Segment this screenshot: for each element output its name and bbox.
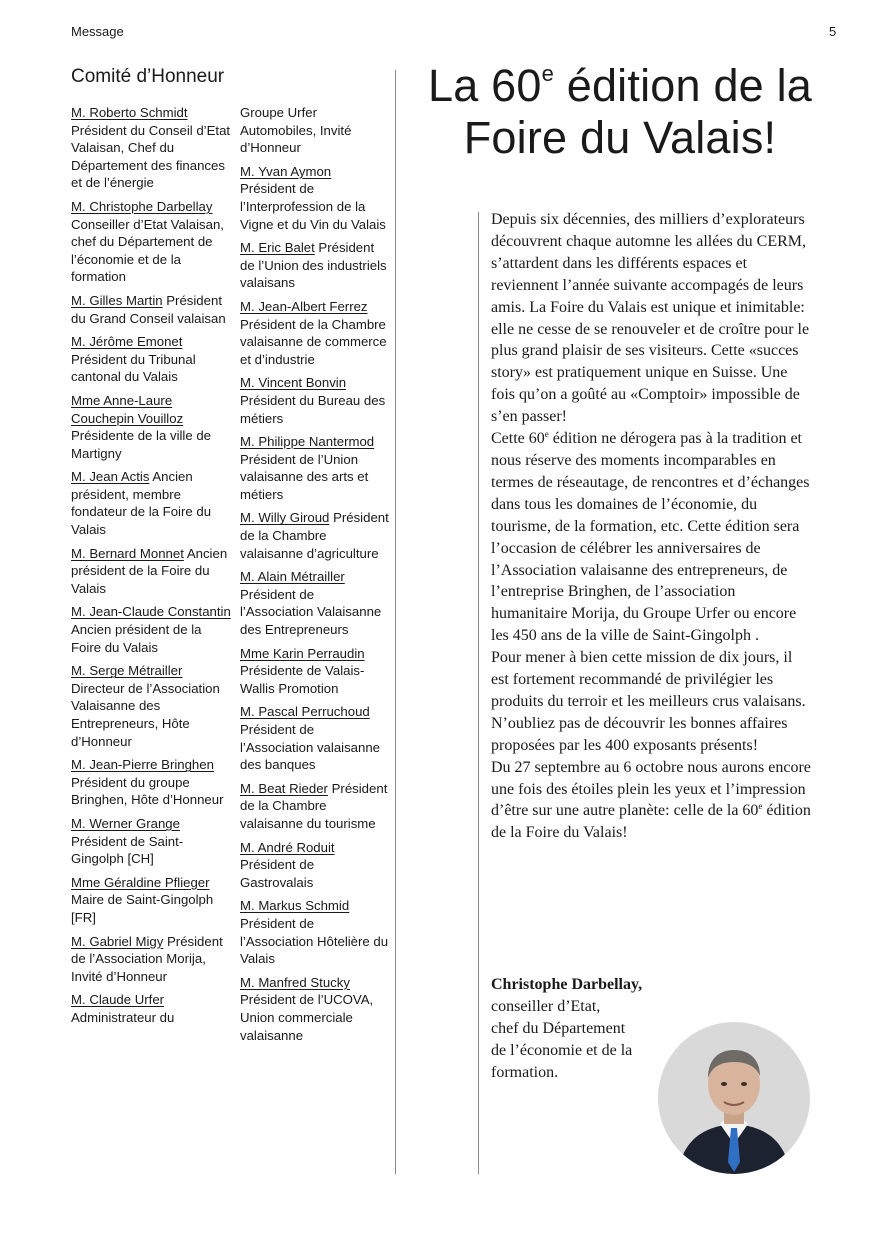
member-role: Président de l’Union valaisanne des arts et métiers [240,451,369,502]
member-name: M. Willy Giroud [240,510,330,526]
committee-member [240,374,390,427]
member-role: Président du Conseil d’Etat Valaisan, Chef du Département des finances et de l’énergie [71,122,231,191]
member-name: M. Pascal Perruchoud [240,704,370,720]
committee-member [240,298,390,368]
member-name: M. Serge Métrailler [71,663,183,679]
member-name: M. Beat Rieder [240,780,328,796]
member-name: M. Eric Balet [240,240,315,256]
member-name: M. Bernard Monnet [71,545,184,561]
paragraph-3: Pour mener à bien cette mission de dix jours, il est fortement recommandé de privilégier les produits du terroir et les meilleurs crus valaisans. N’oubliez pas de découvrir les bonnes affaires proposées par les 400 exposants présents! [491,649,806,754]
member-name: M. Yvan Aymon [240,163,332,179]
signature-block [491,974,691,1084]
column-divider-left [395,70,396,1174]
committee-member [240,703,390,773]
member-name: Mme Karin Perraudin [240,645,365,661]
member-name: M. Jérôme Emonet [71,334,183,350]
member-name: M. Christophe Darbellay [71,198,213,214]
member-role: Président de l’Association valaisanne des banques [240,722,381,773]
committee-member [240,568,390,638]
committee-member [71,991,231,1026]
member-name: Mme Géraldine Pflieger [71,874,210,890]
member-role: Président du groupe Bringhen, Hôte d’Honneur [71,774,224,808]
column-divider-right [478,212,479,1174]
committee-member [71,662,231,750]
member-role: Président de la Chambre valaisanne du tourisme [240,780,388,831]
member-role: Conseiller d’Etat Valaisan, chef du Département de l’économie et de la formation [71,216,224,285]
member-name: M. Markus Schmid [240,898,350,914]
member-role: Président du Grand Conseil valaisan [71,292,226,326]
committee-member [240,780,390,833]
member-role: Président de Gastrovalais [240,857,315,890]
committee-member [71,756,231,809]
committee-member [240,239,390,292]
member-role: Président de la Chambre valaisanne de commerce et d’industrie [240,316,387,367]
member-role: Maire de Saint-Gingolph [FR] [71,892,214,925]
committee-member [240,433,390,503]
member-role: Président de Saint-Gingolph [CH] [71,833,184,867]
message-body [491,209,811,844]
member-name: M. Gilles Martin [71,292,163,308]
member-role: Ancien président de la Foire du Valais [71,545,228,596]
committee-member [240,163,390,233]
member-name: M. Jean-Albert Ferrez [240,298,368,314]
committee-member [71,292,231,327]
member-role: Administrateur du [71,1009,175,1025]
member-role: Président de l’UCOVA, Union commerciale valaisanne [240,992,374,1043]
member-name: M. Jean Actis [71,469,150,485]
committee-member [240,974,390,1044]
member-name: Mme Anne-Laure Couchepin Vouilloz [71,392,184,426]
paragraph-1: Depuis six décennies, des milliers d’explorateurs découvrent chaque automne les allées du CERM, s’attardent dans les différents espaces et reviennent l’année suivante accompagés de leurs amis. La Foire du Valais est unique et inimitable: elle ne cesse de se renouveler et de croître pour le plus grand plaisir de ses visiteurs. Cette «succes story» est pratiquement unique en Suisse. Une fois qu’on a goûté au «Comptoir» impossible de s’en passer! [491,211,810,426]
committee-member [71,198,231,286]
committee-member [71,468,231,538]
paragraph-2: Cette 60e édition ne dérogera pas à la tradition et nous réserve des moments incomparables en termes de réseautage, de rencontres et d’échanges dans tous les domaines de l’économie, du tourisme, de la formation, etc. Cette édition sera l’occasion de célébrer les anniversaires de l’Association valaisanne des entrepreneurs, de l’entreprise Bringhen, de l’association humanitaire Morija, du Groupe Urfer ou encore les 450 ans de la ville de Saint-Gingolph . [491,429,810,645]
section-label: Message [71,24,124,39]
member-role: Président de l’Association Valaisanne des Entrepreneurs [240,586,382,638]
committee-member [240,839,390,892]
member-name: M. André Roduit [240,839,335,855]
member-role: Président de l’Association Morija, Invité d’Honneur [71,933,223,984]
headline-superscript: e [541,61,555,86]
committee-column-b [240,104,390,1050]
portrait-illustration [658,1022,810,1174]
member-role: Directeur de l’Association Valaisanne des Entrepreneurs, Hôte d’Honneur [71,680,220,749]
committee-member [71,104,231,192]
paragraph-4: Du 27 septembre au 6 octobre nous aurons encore une fois des étoiles plein les yeux et l’impression d’être sur une autre planète: celle de la 60e édition de la Foire du Valais! [491,758,811,842]
committee-member [71,815,231,868]
committee-member [71,603,231,656]
member-role: Ancien président de la Foire du Valais [71,622,202,655]
committee-continuation [240,104,390,157]
member-name: M. Vincent Bonvin [240,375,347,391]
member-role: Président de l’Union des industriels valaisans [240,240,387,291]
member-role: Ancien président, membre fondateur de la Foire du Valais [71,469,212,538]
headline: La 60e édition de la Foire du Valais! [427,60,813,163]
member-role: Président du Tribunal cantonal du Valais [71,351,196,385]
member-role: Présidente de Valais-Wallis Promotion [240,663,365,696]
member-name: M. Claude Urfer [71,992,165,1008]
signature-title-line: chef du Département [491,1019,626,1037]
page-number: 5 [829,24,837,39]
member-name: M. Werner Grange [71,815,180,831]
committee-member [240,897,390,967]
member-role: Président de l’Interprofession de la Vigne et du Vin du Valais [240,181,386,232]
committee-title: Comité d’Honneur [71,66,225,87]
member-role: Groupe Urfer Automobiles, Invité d’Honneur [240,105,352,156]
committee-member [71,874,231,927]
member-name: M. Jean-Pierre Bringhen [71,757,214,773]
member-name: M. Gabriel Migy [71,933,164,949]
member-role: Président de l’Association Hôtelière du Valais [240,915,389,967]
committee-member [71,933,231,986]
committee-member [71,333,231,386]
signature-title-line: de l’économie et de la [491,1041,633,1059]
member-role: Président de la Chambre valaisanne d’agriculture [240,510,389,561]
committee-column-a [71,104,231,1033]
member-name: M. Alain Métrailler [240,569,345,585]
committee-member [71,392,231,462]
member-name: M. Philippe Nantermod [240,434,375,450]
signature-title-line: formation. [491,1063,559,1081]
committee-member [240,645,390,698]
signature-name: Christophe Darbellay, [491,976,643,993]
committee-member [71,545,231,598]
member-name: M. Manfred Stucky [240,974,350,990]
member-role: Président du Bureau des métiers [240,392,386,426]
member-name: M. Jean-Claude Constantin [71,604,231,620]
portrait-photo [658,1022,810,1174]
signature-title-line: conseiller d’Etat, [491,997,601,1015]
member-name: M. Roberto Schmidt [71,105,188,120]
committee-member [240,509,390,562]
member-role: Présidente de la ville de Martigny [71,428,212,461]
